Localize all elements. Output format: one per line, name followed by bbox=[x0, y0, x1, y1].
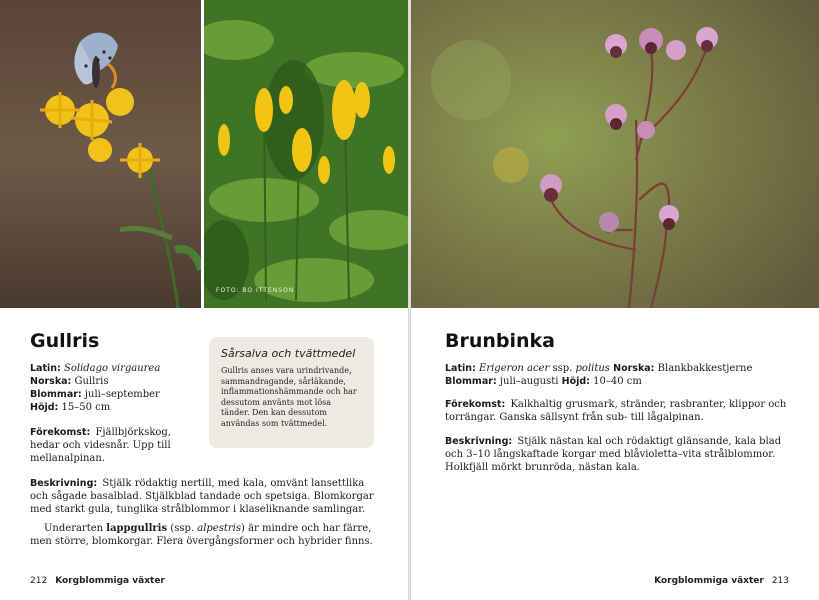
latin-label: Latin: bbox=[30, 363, 61, 374]
hojd-value: 10–40 cm bbox=[593, 376, 642, 387]
beskrivning-text: Stjälk rödaktig nertill, med kala, omvänt lansettlika och sågade basalblad. Stjälkblad tandade och spetsiga. Blomkorgar med starkt gula, tunglika strålblommor i klaseliknande samlingar. bbox=[30, 478, 374, 515]
brunbinka-beskrivning bbox=[445, 435, 790, 474]
latin-ssp: ssp. bbox=[552, 363, 573, 374]
info-box-text: Gullris anses vara urindrivande, sammandragande, sårläkande, inflammationshämmande och har dessutom använts mot lösa tänder. Den kan dessutom användas som tvättmedel. bbox=[221, 366, 357, 428]
species-title-brunbinka: Brunbinka bbox=[445, 330, 556, 352]
latin-ssp-name: politus bbox=[575, 363, 610, 374]
underart-ssp-name: alpestris bbox=[197, 523, 241, 534]
latin-value: Erigeron acer bbox=[479, 363, 550, 374]
latin-label: Latin: bbox=[445, 363, 476, 374]
hojd-label: Höjd: bbox=[561, 376, 590, 387]
norska-value: Gullris bbox=[74, 376, 109, 387]
butterfly-goldenrod-photo bbox=[0, 0, 201, 308]
brunbinka-forekomst bbox=[445, 398, 790, 424]
photo-credit: FOTO: BO ITTENSON bbox=[216, 287, 295, 294]
underart-prefix: Underarten bbox=[44, 523, 104, 534]
beskrivning-text: Stjälk nästan kal och rödaktigt glänsande, kala blad och 3–10 långskaftade korgar med blåvioletta–vita strålblommor. Holkfjäll mörkt brunröda, nästan kala. bbox=[445, 436, 782, 473]
page-number-right: 213 bbox=[771, 576, 789, 586]
left-page bbox=[0, 0, 408, 600]
hojd-value: 15–50 cm bbox=[61, 402, 111, 413]
forekomst-label: Förekomst: bbox=[445, 399, 506, 410]
gullris-beskrivning bbox=[30, 477, 375, 516]
info-box bbox=[209, 337, 374, 448]
latin-value: Solidago virgaurea bbox=[64, 363, 161, 374]
blommar-value: juli–augusti bbox=[499, 376, 559, 387]
gullris-underart bbox=[30, 522, 375, 548]
left-footer bbox=[30, 576, 165, 586]
forekomst-text: Kalkhaltig grusmark, stränder, rasbranter, klippor och torrängar. Ganska sällsynt från sub- till lågalpinan. bbox=[445, 399, 787, 423]
underart-bold: lappgullris bbox=[106, 523, 168, 534]
species-title-gullris: Gullris bbox=[30, 330, 100, 352]
blommar-label: Blommar: bbox=[445, 376, 497, 387]
info-box-title: Sårsalva och tvättmedel bbox=[221, 347, 356, 360]
brunbinka-meta bbox=[445, 362, 752, 388]
blommar-value: juli–september bbox=[84, 389, 160, 400]
beskrivning-label: Beskrivning: bbox=[30, 478, 98, 489]
blommar-label: Blommar: bbox=[30, 389, 82, 400]
page-number-left: 212 bbox=[30, 576, 48, 586]
norska-value: Blankbakkestjerne bbox=[657, 363, 753, 374]
norska-label: Norska: bbox=[613, 363, 655, 374]
underart-rest: ) är mindre och har färre, men större, blomkorgar. Flera övergångsformer och hybrider finns. bbox=[30, 523, 373, 547]
goldenrod-meadow-photo bbox=[204, 0, 408, 308]
right-footer bbox=[654, 576, 789, 586]
brunbinka-photo bbox=[411, 0, 819, 308]
right-page bbox=[411, 0, 819, 600]
gullris-forekomst bbox=[30, 426, 198, 465]
running-head-left: Korgblommiga växter bbox=[55, 576, 165, 586]
norska-label: Norska: bbox=[30, 376, 72, 387]
hojd-label: Höjd: bbox=[30, 402, 59, 413]
running-head-right: Korgblommiga växter bbox=[654, 576, 764, 586]
underart-ssp-open: (ssp. bbox=[170, 523, 195, 534]
beskrivning-label: Beskrivning: bbox=[445, 436, 513, 447]
forekomst-label: Förekomst: bbox=[30, 427, 91, 438]
gullris-meta bbox=[30, 362, 160, 414]
forekomst-text: Fjällbjörkskog, hedar och videsnår. Upp till mellanalpinan. bbox=[30, 427, 171, 464]
